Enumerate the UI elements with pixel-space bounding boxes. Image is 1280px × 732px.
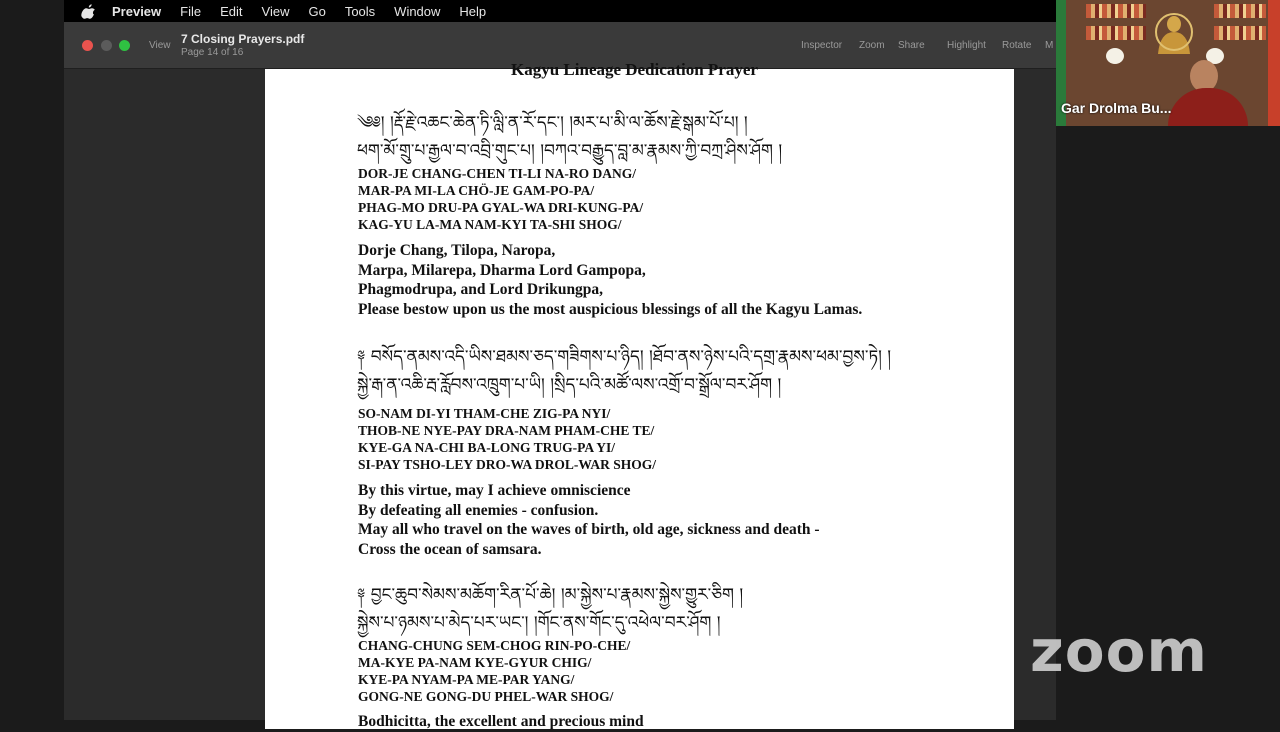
tibetan-line: སྐྱེ་རྒ་ན་འཆི་རྦ་རློབས་འཁྲུག་པ་ཡི། །སྲིད་པའི་མཚོ་ལས་འགྲོ་བ་སྒྲོལ་བར་ཤོག ། [357, 375, 782, 395]
menu-tools[interactable]: Tools [344, 3, 376, 19]
bookshelf-decoration [1214, 4, 1266, 18]
english-line: Phagmodrupa, and Lord Drikungpa, [358, 281, 604, 298]
menu-edit[interactable]: Edit [220, 3, 243, 19]
menu-window[interactable]: Window [394, 3, 441, 19]
english-line: Cross the ocean of samsara. [358, 540, 542, 558]
preview-window [64, 22, 1056, 730]
pdf-page[interactable] [265, 60, 1014, 730]
english-line: Bodhicitta, the excellent and precious mind [358, 713, 644, 730]
tibetan-line: སྐྱེས་པ་ཉམས་པ་མེད་པར་ཡང་། །གོང་ནས་གོང་དུ་འཕེལ་བར་ཤོག ། [357, 613, 721, 633]
transliteration-line: PHAG-MO DRU-PA GYAL-WA DRI-KUNG-PA/ [358, 200, 644, 215]
prayer-title: Kagyu Lineage Dedication Prayer [511, 60, 758, 79]
transliteration-line: SO-NAM DI-YI THAM-CHE ZIG-PA NYI/ [358, 406, 611, 421]
menu-file[interactable]: File [180, 3, 202, 19]
transliteration-line: MAR-PA MI-LA CHÖ-JE GAM-PO-PA/ [358, 183, 595, 198]
english-line: By defeating all enemies - confusion. [358, 501, 599, 519]
zoom-button[interactable]: Zoom [859, 40, 885, 51]
tibetan-line: ༄༅། །རྡོ་རྗེ་འཆང་ཆེན་ཏི་ལླི་ན་རོ་དང་། །མར་པ་མི་ལ་ཆོས་རྗེ་སྒམ་པོ་པ། ། [357, 113, 748, 133]
menu-view[interactable]: View [261, 3, 290, 19]
close-window-button[interactable] [82, 40, 93, 51]
inspector-button[interactable]: Inspector [801, 40, 843, 51]
menu-bar [64, 0, 1056, 22]
tibetan-line: ༈ བསོད་ནམས་འདི་ཡིས་ཐམས་ཅད་གཟིགས་པ་ཉིད། །ཐོབ་ནས་ཉེས་པའི་དགྲ་རྣམས་ཕམ་བྱས་ཏེ། ། [357, 347, 892, 367]
buddha-statue-icon [1148, 10, 1200, 56]
transliteration-line: CHANG-CHUNG SEM-CHOG RIN-PO-CHE/ [358, 638, 631, 653]
english-line: Please bestow upon us the most auspicious blessings of all the Kagyu Lamas. [358, 300, 863, 318]
page-indicator: Page 14 of 16 [181, 47, 244, 58]
document-title: 7 Closing Prayers.pdf [181, 32, 305, 46]
more-toolbar-button[interactable]: M [1045, 40, 1054, 51]
tibetan-line: ༈ བྱང་ཆུབ་སེམས་མཆོག་རིན་པོ་ཆེ། །མ་སྐྱེས་པ་རྣམས་སྐྱེས་གྱུར་ཅིག ། [357, 585, 744, 605]
share-button[interactable]: Share [898, 40, 925, 51]
english-line: Marpa, Milarepa, Dharma Lord Gampopa, [358, 261, 646, 279]
english-line: By this virtue, may I achieve omniscience [358, 482, 631, 499]
banner-decoration [1268, 0, 1280, 126]
bookshelf-decoration [1086, 26, 1146, 40]
rotate-button[interactable]: Rotate [1002, 40, 1032, 51]
maximize-window-button[interactable] [119, 40, 130, 51]
english-line: Dorje Chang, Tilopa, Naropa, [358, 242, 556, 259]
apple-icon[interactable] [82, 0, 96, 22]
left-canvas-area [64, 69, 265, 720]
highlight-button[interactable]: Highlight [947, 40, 986, 51]
bookshelf-decoration [1214, 26, 1266, 40]
transliteration-line: DOR-JE CHANG-CHEN TI-LI NA-RO DANG/ [358, 166, 637, 181]
minimize-window-button[interactable] [101, 40, 112, 51]
bookshelf-decoration [1086, 4, 1146, 18]
transliteration-line: KYE-PA NYAM-PA ME-PAR YANG/ [358, 672, 575, 687]
menu-go[interactable]: Go [308, 3, 326, 19]
transliteration-line: SI-PAY TSHO-LEY DRO-WA DROL-WAR SHOG/ [358, 457, 657, 472]
flower-decoration [1106, 48, 1124, 64]
participant-name-label: Gar Drolma Bu... [1061, 100, 1172, 116]
tibetan-line: ཕག་མོ་གྲུ་པ་རྒྱལ་བ་འབྲི་གུང་པ། །བཀའ་བརྒྱུད་བླ་མ་རྣམས་ཀྱི་བཀྲ་ཤིས་ཤོག ། [357, 141, 783, 161]
transliteration-line: KYE-GA NA-CHI BA-LONG TRUG-PA YI/ [358, 440, 616, 455]
transliteration-line: KAG-YU LA-MA NAM-KYI TA-SHI SHOG/ [358, 217, 622, 232]
view-menu-button[interactable]: View [149, 40, 171, 51]
transliteration-line: GONG-NE GONG-DU PHEL-WAR SHOG/ [358, 689, 614, 704]
zoom-logo-watermark: zoom [1030, 617, 1208, 685]
menu-help[interactable]: Help [459, 3, 487, 19]
menu-app-preview[interactable]: Preview [112, 3, 162, 19]
transliteration-line: MA-KYE PA-NAM KYE-GYUR CHIG/ [358, 655, 592, 670]
transliteration-line: THOB-NE NYE-PAY DRA-NAM PHAM-CHE TE/ [358, 423, 655, 438]
english-line: May all who travel on the waves of birth, old age, sickness and death - [358, 521, 820, 538]
